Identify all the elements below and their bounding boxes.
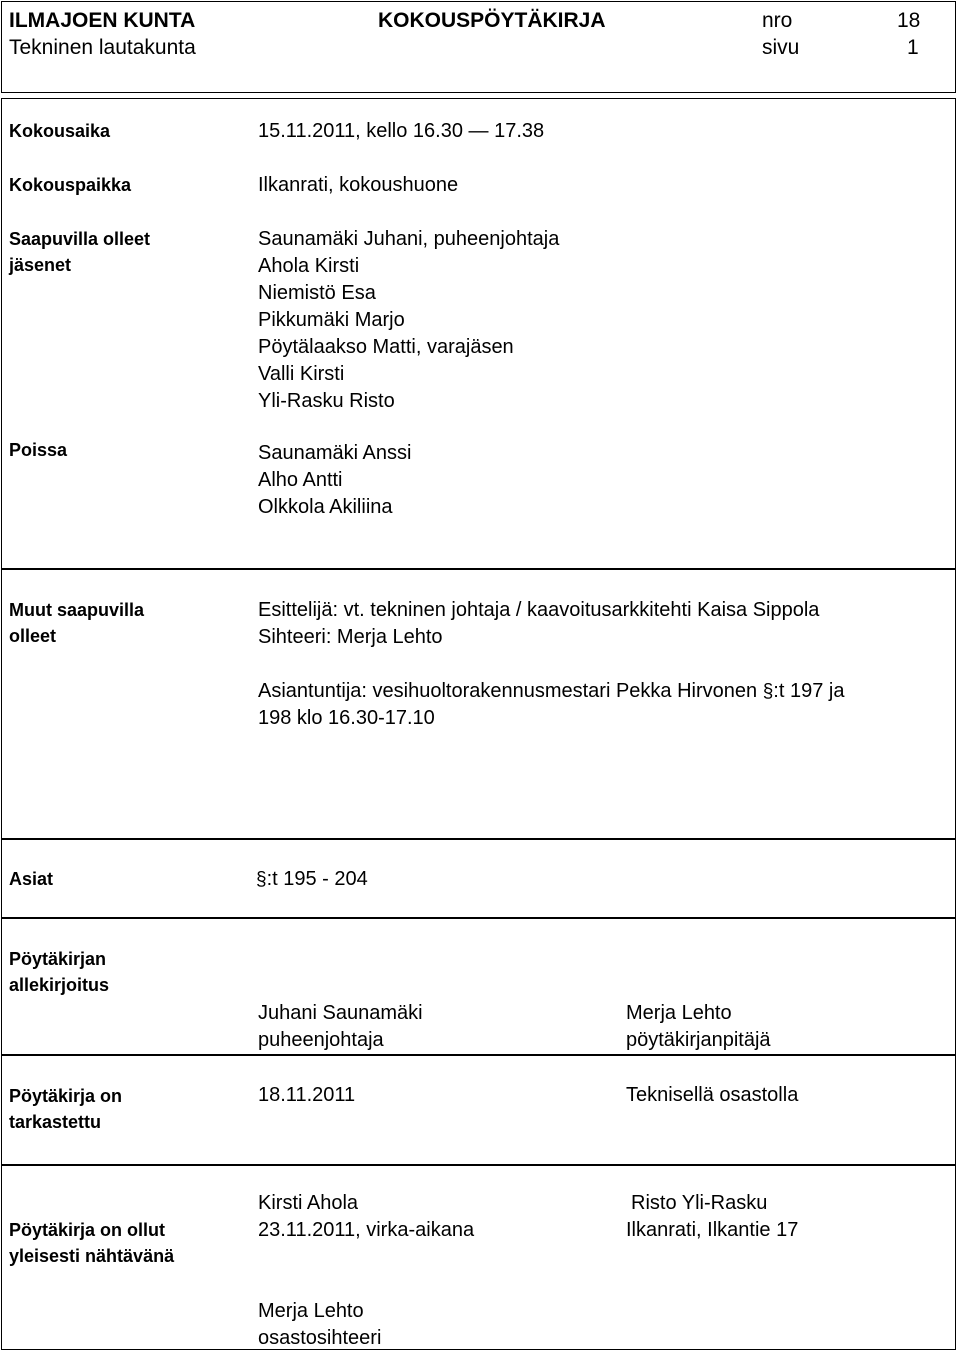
list-item: Olkkola Akiliina [258,496,393,518]
board-name: Tekninen lautakunta [9,36,196,59]
expert-line: Asiantuntija: vesihuoltorakennusmestari Pekka Hirvonen §:t 197 ja [258,680,845,702]
list-item: Alho Antti [258,469,343,491]
list-item: Saunamäki Anssi [258,442,412,464]
list-item: Ahola Kirsti [258,255,360,277]
meeting-place-label: Kokouspaikka [9,175,132,195]
reviewer-1: Kirsti Ahola [258,1192,359,1214]
others-label: Muut saapuvilla olleet [9,600,145,646]
secretary-signature [626,1000,771,1054]
public-time: 23.11.2011, virka-aikana [258,1219,475,1241]
chair-signature [258,1000,423,1054]
expert-time-line: 198 klo 16.30-17.10 [258,707,435,729]
divider-matters [1,917,956,919]
divider-others [1,838,956,840]
matters-value: §:t 195 - 204 [256,868,368,890]
divider-review [1,1164,956,1166]
divider-signatures [1,1054,956,1056]
secretary-title: pöytäkirjanpitäjä [626,1029,771,1051]
list-item: Niemistö Esa [258,282,376,304]
absent-label: Poissa [9,440,68,460]
signatures-label: Pöytäkirjan allekirjoitus [9,949,110,995]
meeting-time-label: Kokousaika [9,121,111,141]
public-place: Ilkanrati, Ilkantie 17 [626,1219,799,1241]
review-place: Teknisellä osastolla [626,1084,799,1106]
meeting-place-value: Ilkanrati, kokoushuone [258,174,459,196]
divider-meeting [1,568,956,570]
list-item: Pikkumäki Marjo [258,309,405,331]
meeting-time-value: 15.11.2011, kello 16.30 — 17.38 [258,120,545,142]
secretary-line: Sihteeri: Merja Lehto [258,626,443,648]
document-type: KOKOUSPÖYTÄKIRJA [378,9,606,32]
chair-name: Juhani Saunamäki [258,1002,423,1024]
signer-name: Merja Lehto [258,1300,364,1322]
review-date: 18.11.2011 [258,1084,356,1106]
review-label: Pöytäkirja on tarkastettu [9,1086,123,1132]
nro-value: 18 [897,9,921,32]
matters-label: Asiat [9,869,54,889]
public-signer [258,1298,381,1352]
nro-label: nro [762,9,793,32]
reviewer-2: Risto Yli-Rasku [631,1192,768,1214]
public-label: Pöytäkirja on ollut yleisesti nähtävänä [9,1220,175,1266]
page-value: 1 [907,36,919,59]
present-members-list [258,226,559,415]
others-list [258,597,844,732]
list-item: Valli Kirsti [258,363,345,385]
page-label: sivu [762,36,800,59]
presenter-line: Esittelijä: vt. tekninen johtaja / kaavoitusarkkitehti Kaisa Sippola [258,599,820,621]
signer-title: osastosihteeri [258,1327,382,1349]
chair-title: puheenjohtaja [258,1029,384,1051]
list-item: Yli-Rasku Risto [258,390,395,412]
list-item: Saunamäki Juhani, puheenjohtaja [258,228,560,250]
present-label: Saapuvilla olleet jäsenet [9,229,151,275]
secretary-name: Merja Lehto [626,1002,732,1024]
municipality-name: ILMAJOEN KUNTA [9,9,196,32]
absent-members-list [258,440,411,521]
list-item: Pöytälaakso Matti, varajäsen [258,336,514,358]
